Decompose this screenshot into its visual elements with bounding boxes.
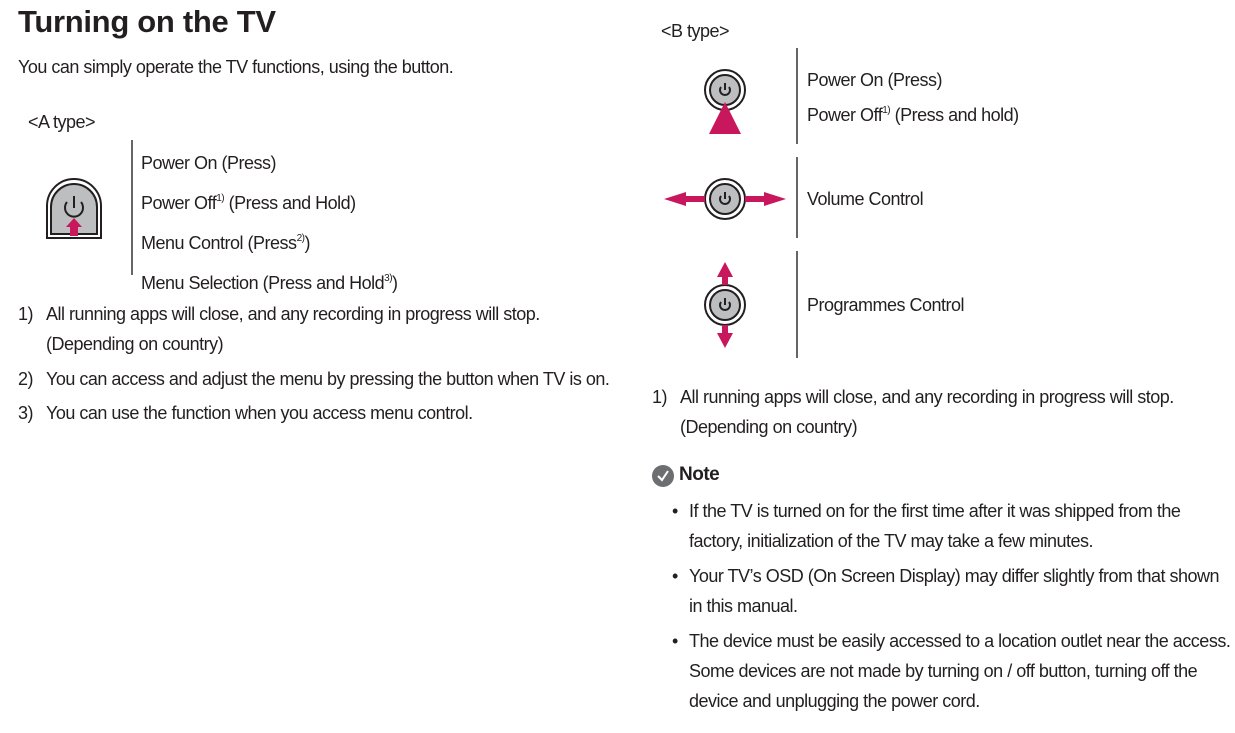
volume-arrows-icon	[664, 179, 786, 219]
footnote-num: 1)	[652, 387, 668, 407]
power-on-text: Power On (Press)	[807, 70, 943, 90]
note-item: • Your TV’s OSD (On Screen Display) may differ slightly from that shown in this manual.	[672, 561, 1232, 621]
a-item-text: (Press and Hold)	[224, 193, 356, 213]
intro-text: You can simply operate the TV functions, using the button.	[18, 57, 454, 77]
footnote	[652, 382, 1174, 442]
footnote-text: All running apps will close, and any recording in progress will stop.	[46, 304, 540, 324]
a-item-text: Menu Control (Press	[141, 233, 297, 253]
check-circle-icon	[652, 465, 674, 487]
footnote-text: (Depending on country)	[680, 417, 858, 437]
footnote	[18, 299, 540, 359]
a-item-text: Power On (Press)	[141, 153, 277, 173]
note-text: If the TV is turned on for the first time after it was shipped from the factory, initialization of the TV may take a few minutes.	[689, 501, 1181, 551]
a-item-text: Menu Selection (Press and Hold	[141, 273, 385, 293]
divider	[796, 251, 798, 358]
divider	[131, 140, 133, 275]
note-item: • If the TV is turned on for the first time after it was shipped from the factory, initialization of the TV may take a few minutes.	[672, 496, 1232, 556]
a-item	[141, 146, 398, 181]
divider	[796, 157, 798, 238]
a-type-button-icon	[45, 176, 103, 240]
a-item-text: Power Off	[141, 193, 217, 213]
a-item	[141, 181, 398, 221]
page-title: Turning on the TV	[18, 4, 276, 39]
sup: 3)	[384, 273, 393, 284]
programme-arrows-icon	[705, 262, 745, 348]
footnote-text: You can use the function when you access menu control.	[46, 403, 473, 423]
power-off-text	[807, 105, 1019, 126]
footnote-text: (Depending on country)	[46, 334, 224, 354]
sup: 2)	[296, 233, 305, 244]
volume-control-text: Volume Control	[807, 189, 924, 209]
power-off-rest: (Press and hold)	[890, 105, 1019, 125]
sup: 1)	[216, 193, 225, 204]
note-title: Note	[679, 464, 720, 485]
footnote-text: You can access and adjust the menu by pressing the button when TV is on.	[46, 369, 610, 389]
divider	[796, 48, 798, 144]
a-type-label: <A type>	[28, 112, 96, 132]
b-type-label: <B type>	[661, 21, 730, 41]
note-text: The device must be easily accessed to a location outlet near the access. Some devices are not made by turning on / off button, turning off the device and unplugging the power cord.	[689, 631, 1231, 711]
a-type-functions	[141, 146, 398, 301]
a-item	[141, 261, 398, 301]
footnote	[18, 364, 609, 394]
programmes-control-text: Programmes Control	[807, 295, 965, 315]
a-item-text: )	[304, 233, 310, 253]
a-item	[141, 221, 398, 261]
footnote-text: All running apps will close, and any recording in progress will stop.	[680, 387, 1174, 407]
note-text: Your TV’s OSD (On Screen Display) may differ slightly from that shown in this manual.	[689, 566, 1220, 616]
footnote-num: 2)	[18, 369, 34, 389]
power-press-icon	[705, 70, 745, 134]
note-item: • The device must be easily accessed to a location outlet near the access. Some devices are not made by turning on / off button, turning off the device and unplugging the power cord.	[672, 626, 1232, 716]
footnote-num: 3)	[18, 403, 34, 423]
a-item-text: )	[392, 273, 398, 293]
power-off-label: Power Off	[807, 105, 883, 125]
b-type-joystick-icons	[660, 60, 790, 360]
footnote-num: 1)	[18, 304, 34, 324]
sup: 1)	[882, 105, 891, 116]
footnote	[18, 398, 473, 428]
